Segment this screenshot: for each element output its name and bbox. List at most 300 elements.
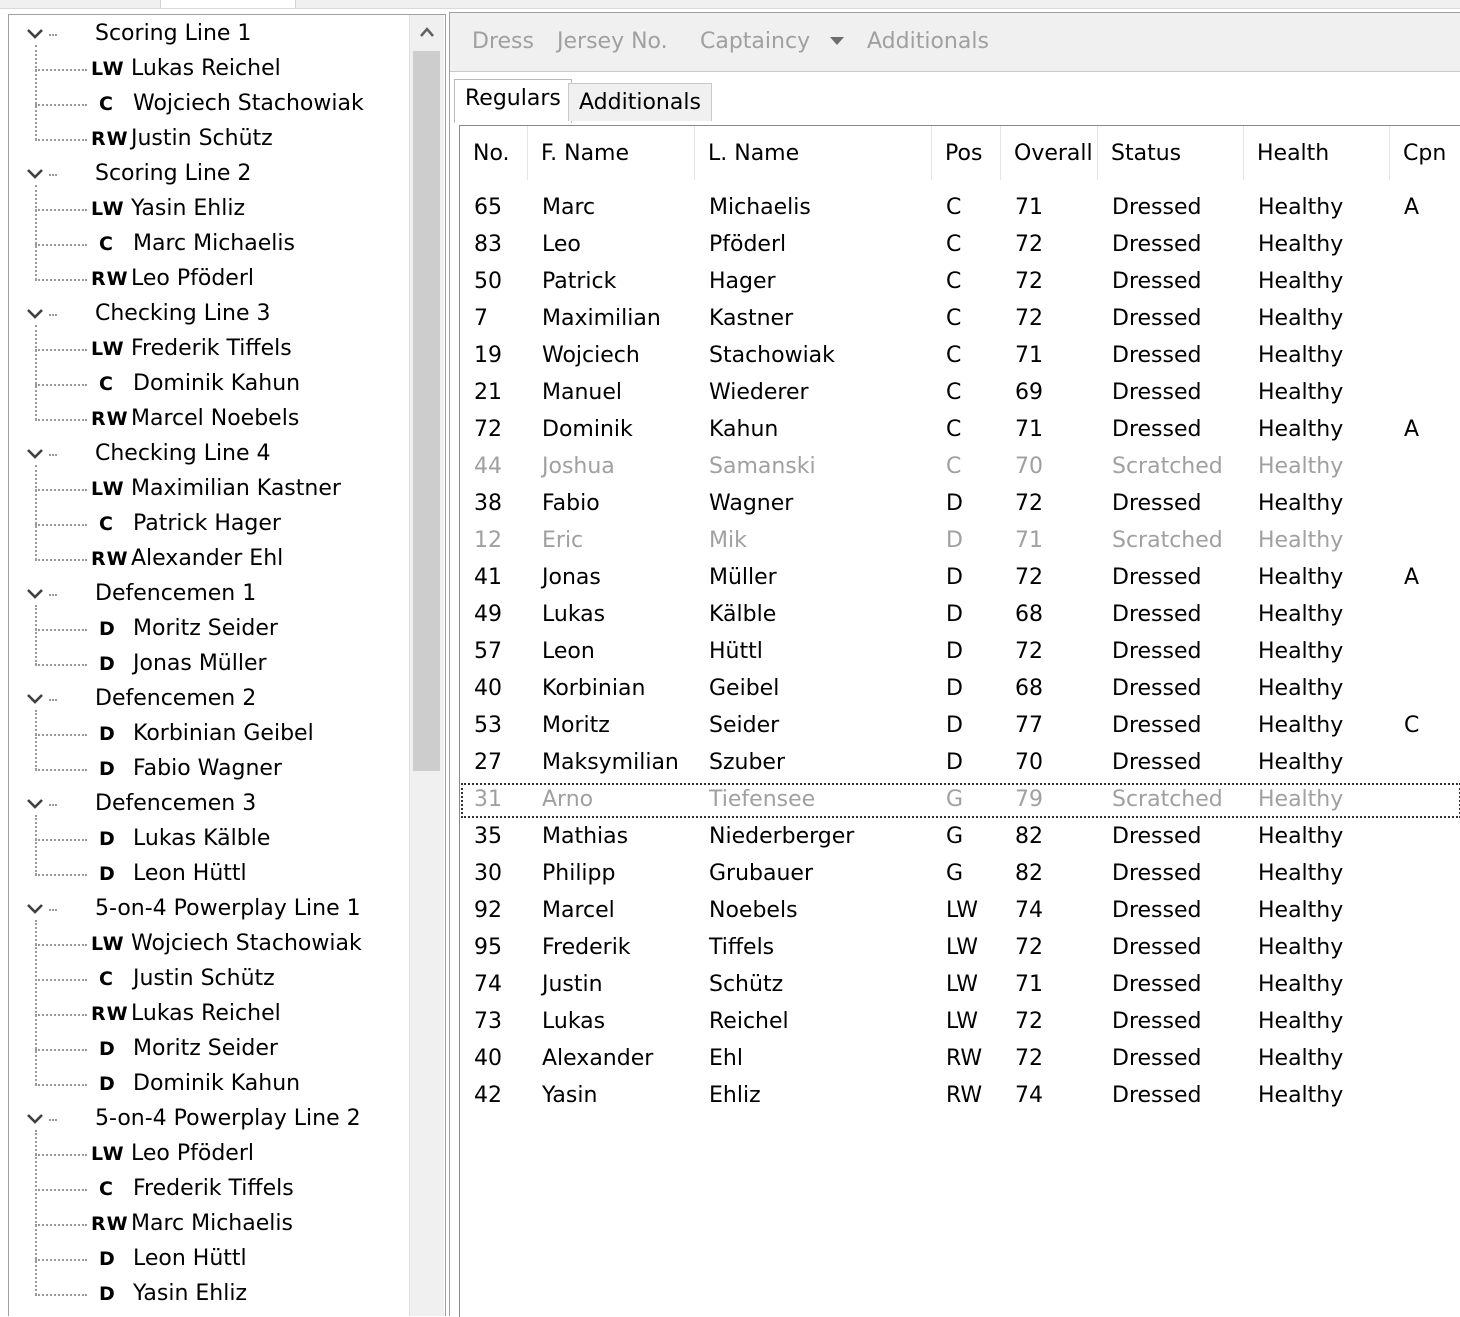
position-tag: LW <box>91 933 125 955</box>
column-header-label: No. <box>473 141 510 166</box>
cell-last: Ehl <box>709 1046 743 1071</box>
tree-connector <box>35 920 37 1085</box>
table-row[interactable] <box>460 338 1460 375</box>
cell-last: Michaelis <box>709 195 811 220</box>
position-tag: D <box>99 653 116 675</box>
player-name: Lukas Reichel <box>131 1001 281 1026</box>
cell-no: 83 <box>474 232 502 257</box>
tree-group-label: Checking Line 3 <box>95 301 271 326</box>
tree-player[interactable] <box>9 612 409 647</box>
cell-last: Samanski <box>709 454 816 479</box>
cell-cpn: A <box>1404 417 1420 442</box>
cell-pos: G <box>946 787 964 812</box>
player-name: Alexander Ehl <box>131 546 284 571</box>
table-row[interactable] <box>460 523 1460 560</box>
cell-overall: 70 <box>1015 750 1043 775</box>
cell-overall: 72 <box>1015 306 1043 331</box>
tree-connector <box>49 34 57 36</box>
table-row[interactable] <box>460 264 1460 301</box>
cell-pos: C <box>946 343 962 368</box>
tree-connector <box>35 1130 37 1295</box>
tree-player[interactable] <box>9 1277 409 1312</box>
cell-pos: C <box>946 306 962 331</box>
tree-connector <box>35 1259 87 1261</box>
cell-health: Healthy <box>1258 676 1344 701</box>
tree-connector <box>35 734 87 736</box>
tree-player[interactable] <box>9 472 409 507</box>
cell-pos: D <box>946 639 963 664</box>
cell-pos: C <box>946 454 962 479</box>
roster-tabs <box>450 79 1460 123</box>
cell-no: 49 <box>474 602 502 627</box>
cell-health: Healthy <box>1258 1046 1344 1071</box>
column-header-label: L. Name <box>708 141 800 166</box>
column-header[interactable] <box>460 126 528 180</box>
cell-no: 35 <box>474 824 502 849</box>
cell-status: Dressed <box>1112 417 1202 442</box>
tree-group[interactable] <box>9 577 409 612</box>
cell-no: 40 <box>474 1046 502 1071</box>
cell-pos: C <box>946 417 962 442</box>
tree-player[interactable] <box>9 822 409 857</box>
cell-status: Dressed <box>1112 898 1202 923</box>
player-name: Maximilian Kastner <box>131 476 341 501</box>
cell-status: Dressed <box>1112 824 1202 849</box>
cell-first: Lukas <box>542 602 606 627</box>
tree-group[interactable] <box>9 892 409 927</box>
position-tag: D <box>99 1248 116 1270</box>
cell-health: Healthy <box>1258 306 1344 331</box>
chevron-up-icon <box>419 26 435 38</box>
chevron-down-icon[interactable] <box>23 792 47 816</box>
cell-status: Dressed <box>1112 676 1202 701</box>
position-tag: D <box>99 1283 116 1305</box>
player-name: Yasin Ehliz <box>133 1281 248 1306</box>
cell-health: Healthy <box>1258 713 1344 738</box>
cell-last: Müller <box>709 565 777 590</box>
tree-connector <box>49 909 57 911</box>
cell-first: Moritz <box>542 713 610 738</box>
cell-no: 72 <box>474 417 502 442</box>
player-name: Frederik Tiffels <box>133 1176 294 1201</box>
position-tag: D <box>99 1073 116 1095</box>
column-header[interactable] <box>1244 126 1390 180</box>
cell-first: Philipp <box>542 861 616 886</box>
tree-connector <box>35 815 37 875</box>
cell-health: Healthy <box>1258 528 1344 553</box>
table-row[interactable] <box>460 745 1460 782</box>
tree-player[interactable] <box>9 262 409 297</box>
roster-panel <box>449 12 1460 1316</box>
position-tag: D <box>99 758 116 780</box>
cell-first: Korbinian <box>542 676 646 701</box>
tree-player[interactable] <box>9 507 409 542</box>
tree-player[interactable] <box>9 1172 409 1207</box>
column-header-label: Cpn <box>1403 141 1447 166</box>
tree-connector <box>35 605 37 665</box>
captaincy-button[interactable]: Captaincy <box>700 29 811 54</box>
cell-no: 95 <box>474 935 502 960</box>
table-row[interactable] <box>460 634 1460 671</box>
cell-pos: LW <box>946 972 978 997</box>
tree-player[interactable] <box>9 752 409 787</box>
table-row[interactable] <box>460 1004 1460 1041</box>
cell-status: Dressed <box>1112 750 1202 775</box>
table-row[interactable] <box>460 967 1460 1004</box>
table-row[interactable] <box>460 930 1460 967</box>
column-header[interactable] <box>528 126 695 180</box>
player-name: Jonas Müller <box>133 651 267 676</box>
cell-no: 19 <box>474 343 502 368</box>
player-name: Wojciech Stachowiak <box>131 931 362 956</box>
player-name: Justin Schütz <box>133 966 275 991</box>
tab-regulars[interactable]: Regulars <box>454 79 572 123</box>
cell-first: Justin <box>542 972 603 997</box>
dress-button[interactable]: Dress <box>472 29 534 54</box>
table-row[interactable] <box>460 671 1460 708</box>
cell-health: Healthy <box>1258 1009 1344 1034</box>
cell-pos: LW <box>946 898 978 923</box>
position-tag: D <box>99 1038 116 1060</box>
tab-additionals[interactable]: Additionals <box>568 83 712 121</box>
tree-group[interactable] <box>9 682 409 717</box>
tree-group[interactable] <box>9 297 409 332</box>
tree-player[interactable] <box>9 997 409 1032</box>
position-tag: C <box>99 1178 114 1200</box>
tree-scrollbar[interactable] <box>409 15 444 1316</box>
cell-last: Kastner <box>709 306 794 331</box>
column-header[interactable] <box>1098 126 1244 180</box>
tree-group-label: Scoring Line 2 <box>95 161 252 186</box>
cell-status: Dressed <box>1112 861 1202 886</box>
cell-pos: C <box>946 380 962 405</box>
tree-group-label: Defencemen 2 <box>95 686 257 711</box>
lines-tree[interactable] <box>8 14 446 1316</box>
cell-first: Alexander <box>542 1046 654 1071</box>
roster-grid[interactable] <box>459 125 1460 1317</box>
tree-player[interactable] <box>9 927 409 962</box>
cell-last: Schütz <box>709 972 784 997</box>
tree-group[interactable] <box>9 157 409 192</box>
tree-group[interactable] <box>9 787 409 822</box>
table-row[interactable] <box>460 893 1460 930</box>
tree-group[interactable] <box>9 17 409 52</box>
table-row[interactable] <box>460 227 1460 264</box>
player-name: Marc Michaelis <box>131 1211 293 1236</box>
cell-overall: 69 <box>1015 380 1043 405</box>
cell-pos: D <box>946 713 963 738</box>
cell-first: Mathias <box>542 824 629 849</box>
cell-health: Healthy <box>1258 269 1344 294</box>
cell-health: Healthy <box>1258 565 1344 590</box>
tree-connector <box>35 465 37 560</box>
player-name: Justin Schütz <box>131 126 273 151</box>
cell-overall: 74 <box>1015 898 1043 923</box>
player-name: Dominik Kahun <box>133 1071 301 1096</box>
cell-no: 44 <box>474 454 502 479</box>
cell-overall: 82 <box>1015 861 1043 886</box>
table-row[interactable] <box>460 856 1460 893</box>
cell-last: Geibel <box>709 676 780 701</box>
table-row[interactable] <box>460 301 1460 338</box>
cell-no: 7 <box>474 306 488 331</box>
cell-no: 53 <box>474 713 502 738</box>
additionals-button[interactable]: Additionals <box>867 29 989 54</box>
cell-health: Healthy <box>1258 935 1344 960</box>
position-tag: C <box>99 233 114 255</box>
tree-player[interactable] <box>9 1067 409 1102</box>
tree-connector <box>35 1224 87 1226</box>
cell-status: Dressed <box>1112 491 1202 516</box>
cell-overall: 71 <box>1015 417 1043 442</box>
cell-no: 27 <box>474 750 502 775</box>
cell-first: Leo <box>542 232 581 257</box>
cell-overall: 71 <box>1015 343 1043 368</box>
chevron-down-icon[interactable] <box>23 687 47 711</box>
table-row[interactable] <box>460 412 1460 449</box>
cell-pos: D <box>946 565 963 590</box>
tree-player[interactable] <box>9 192 409 227</box>
tree-player[interactable] <box>9 542 409 577</box>
table-row[interactable] <box>460 486 1460 523</box>
cell-overall: 71 <box>1015 528 1043 553</box>
cell-no: 73 <box>474 1009 502 1034</box>
position-tag: LW <box>91 198 125 220</box>
cell-health: Healthy <box>1258 343 1344 368</box>
cell-status: Dressed <box>1112 713 1202 738</box>
cell-first: Joshua <box>542 454 615 479</box>
tree-player[interactable] <box>9 1207 409 1242</box>
player-name: Fabio Wagner <box>133 756 282 781</box>
cell-status: Dressed <box>1112 972 1202 997</box>
player-name: Wojciech Stachowiak <box>133 91 364 116</box>
cell-first: Arno <box>542 787 594 812</box>
cell-overall: 72 <box>1015 1046 1043 1071</box>
tree-connector <box>49 314 57 316</box>
tree-connector <box>35 1154 87 1156</box>
player-name: Leo Pföderl <box>131 266 254 291</box>
cell-health: Healthy <box>1258 639 1344 664</box>
tree-connector <box>35 279 87 281</box>
tree-player[interactable] <box>9 227 409 262</box>
cell-last: Wagner <box>709 491 794 516</box>
position-tag: RW <box>91 128 129 150</box>
tree-connector <box>35 1049 87 1051</box>
tree-connector <box>35 209 87 211</box>
player-name: Lukas Reichel <box>131 56 281 81</box>
cell-last: Hager <box>709 269 776 294</box>
position-tag: LW <box>91 338 125 360</box>
tree-connector <box>35 419 87 421</box>
column-header-label: Overall <box>1014 141 1093 166</box>
tree-group[interactable] <box>9 437 409 472</box>
table-row[interactable] <box>460 1078 1460 1115</box>
table-row[interactable] <box>460 1041 1460 1078</box>
cell-health: Healthy <box>1258 602 1344 627</box>
cell-last: Wiederer <box>709 380 809 405</box>
tree-connector <box>35 559 87 561</box>
tree-group-label: Defencemen 3 <box>95 791 257 816</box>
cell-status: Dressed <box>1112 935 1202 960</box>
window-top-strip <box>0 0 1460 9</box>
chevron-down-icon[interactable] <box>23 302 47 326</box>
table-row[interactable] <box>460 819 1460 856</box>
table-row[interactable] <box>460 782 1460 819</box>
cell-pos: RW <box>946 1083 983 1108</box>
cell-last: Szuber <box>709 750 786 775</box>
cell-pos: D <box>946 491 963 516</box>
cell-no: 50 <box>474 269 502 294</box>
cell-cpn: C <box>1404 713 1420 738</box>
roster-toolbar <box>450 13 1460 72</box>
table-row[interactable] <box>460 190 1460 227</box>
jersey-number-button[interactable]: Jersey No. <box>557 29 668 54</box>
tree-player[interactable] <box>9 87 409 122</box>
tree-connector <box>35 1294 87 1296</box>
tree-player[interactable] <box>9 962 409 997</box>
cell-last: Ehliz <box>709 1083 761 1108</box>
cell-pos: RW <box>946 1046 983 1071</box>
cell-status: Dressed <box>1112 195 1202 220</box>
tree-connector <box>35 524 87 526</box>
position-tag: RW <box>91 408 129 430</box>
cell-first: Eric <box>542 528 584 553</box>
tree-connector <box>35 139 87 141</box>
tree-player[interactable] <box>9 857 409 892</box>
cell-first: Frederik <box>542 935 631 960</box>
player-name: Dominik Kahun <box>133 371 301 396</box>
cell-last: Kahun <box>709 417 779 442</box>
player-name: Leo Pföderl <box>131 1141 254 1166</box>
position-tag: D <box>99 863 116 885</box>
position-tag: LW <box>91 478 125 500</box>
tree-player[interactable] <box>9 1242 409 1277</box>
tree-player[interactable] <box>9 332 409 367</box>
cell-health: Healthy <box>1258 195 1344 220</box>
cell-overall: 72 <box>1015 935 1043 960</box>
tree-group[interactable] <box>9 1102 409 1137</box>
player-name: Korbinian Geibel <box>133 721 314 746</box>
table-row[interactable] <box>460 597 1460 634</box>
tree-group-label: Scoring Line 1 <box>95 21 252 46</box>
cell-health: Healthy <box>1258 824 1344 849</box>
tree-player[interactable] <box>9 402 409 437</box>
column-header[interactable] <box>932 126 1001 180</box>
scroll-up-button[interactable] <box>410 15 444 49</box>
chevron-down-icon[interactable] <box>23 582 47 606</box>
cell-no: 92 <box>474 898 502 923</box>
cell-no: 38 <box>474 491 502 516</box>
upper-tab-stub[interactable] <box>160 0 296 8</box>
cell-health: Healthy <box>1258 417 1344 442</box>
cell-no: 40 <box>474 676 502 701</box>
cell-first: Leon <box>542 639 595 664</box>
tree-connector <box>35 45 37 140</box>
cell-health: Healthy <box>1258 491 1344 516</box>
tree-connector <box>35 629 87 631</box>
position-tag: RW <box>91 1003 129 1025</box>
captaincy-dropdown-arrow-icon[interactable] <box>830 37 844 45</box>
tree-connector <box>35 769 87 771</box>
cell-health: Healthy <box>1258 1083 1344 1108</box>
table-row[interactable] <box>460 449 1460 486</box>
tree-player[interactable] <box>9 1137 409 1172</box>
cell-no: 21 <box>474 380 502 405</box>
cell-first: Marc <box>542 195 596 220</box>
tree-connector <box>35 944 87 946</box>
chevron-down-icon[interactable] <box>23 897 47 921</box>
cell-last: Mik <box>709 528 747 553</box>
tree-player[interactable] <box>9 367 409 402</box>
cell-health: Healthy <box>1258 380 1344 405</box>
player-name: Patrick Hager <box>133 511 281 536</box>
tree-group-label: Checking Line 4 <box>95 441 271 466</box>
player-name: Marcel Noebels <box>131 406 300 431</box>
cell-cpn: A <box>1404 565 1420 590</box>
position-tag: D <box>99 723 116 745</box>
chevron-down-icon[interactable] <box>23 1107 47 1131</box>
tree-connector <box>35 384 87 386</box>
cell-no: 65 <box>474 195 502 220</box>
cell-overall: 77 <box>1015 713 1043 738</box>
tree-connector <box>35 489 87 491</box>
cell-pos: C <box>946 269 962 294</box>
column-header[interactable] <box>695 126 932 180</box>
cell-pos: G <box>946 861 964 886</box>
cell-last: Stachowiak <box>709 343 835 368</box>
column-header-label: Status <box>1111 141 1182 166</box>
cell-overall: 79 <box>1015 787 1043 812</box>
tree-connector <box>35 1189 87 1191</box>
cell-status: Scratched <box>1112 454 1223 479</box>
cell-no: 42 <box>474 1083 502 1108</box>
position-tag: D <box>99 618 116 640</box>
tree-player[interactable] <box>9 122 409 157</box>
scroll-thumb[interactable] <box>413 51 440 771</box>
cell-health: Healthy <box>1258 750 1344 775</box>
player-name: Moritz Seider <box>133 616 278 641</box>
cell-status: Dressed <box>1112 565 1202 590</box>
cell-last: Pföderl <box>709 232 787 257</box>
column-header-label: F. Name <box>541 141 630 166</box>
cell-status: Dressed <box>1112 343 1202 368</box>
tree-player[interactable] <box>9 647 409 682</box>
tree-connector <box>35 104 87 106</box>
cell-status: Scratched <box>1112 528 1223 553</box>
chevron-down-icon[interactable] <box>23 442 47 466</box>
cell-overall: 74 <box>1015 1083 1043 1108</box>
tree-connector <box>35 1084 87 1086</box>
column-header[interactable] <box>1001 126 1098 180</box>
tree-player[interactable] <box>9 1032 409 1067</box>
table-row[interactable] <box>460 375 1460 412</box>
player-name: Yasin Ehliz <box>131 196 246 221</box>
cell-pos: D <box>946 676 963 701</box>
chevron-down-icon[interactable] <box>23 22 47 46</box>
table-row[interactable] <box>460 560 1460 597</box>
tree-connector <box>49 699 57 701</box>
table-row[interactable] <box>460 708 1460 745</box>
cell-pos: C <box>946 195 962 220</box>
cell-first: Jonas <box>542 565 601 590</box>
chevron-down-icon[interactable] <box>23 162 47 186</box>
tree-player[interactable] <box>9 52 409 87</box>
column-header[interactable] <box>1390 126 1460 180</box>
cell-pos: D <box>946 602 963 627</box>
cell-status: Dressed <box>1112 306 1202 331</box>
tree-player[interactable] <box>9 717 409 752</box>
cell-last: Tiffels <box>709 935 775 960</box>
